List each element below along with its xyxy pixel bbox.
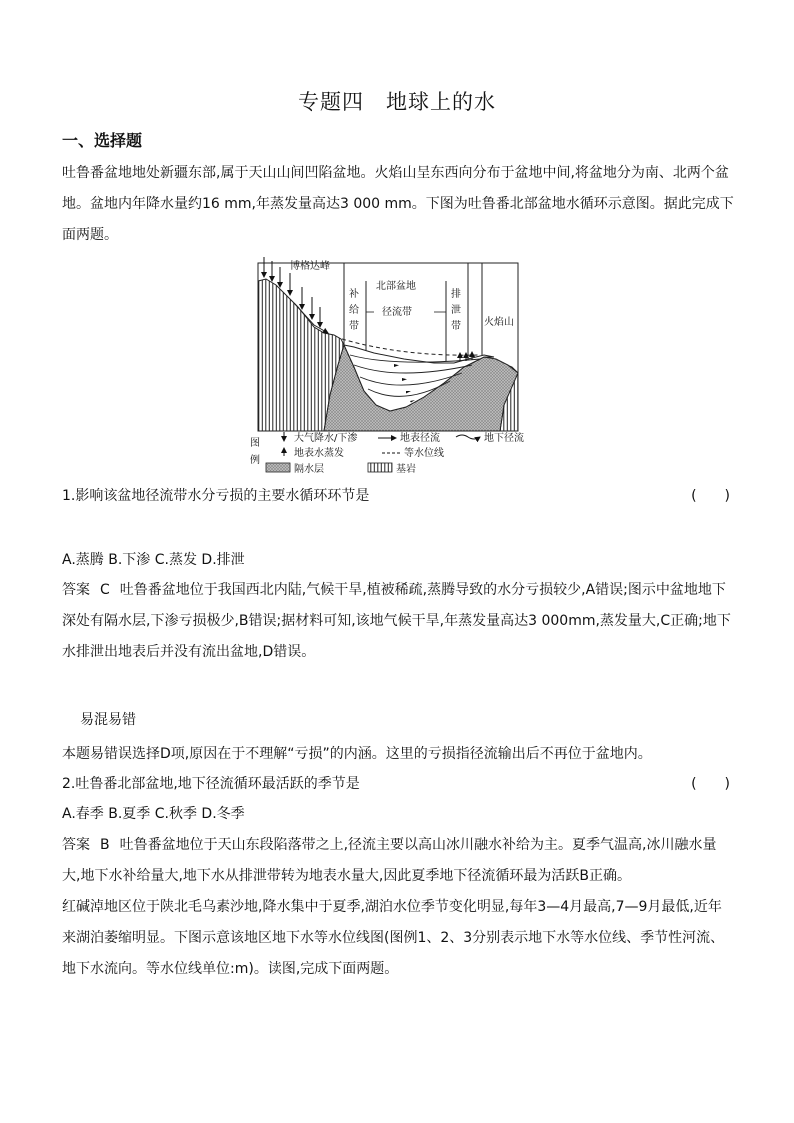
answer-blank-1: ( ) — [691, 488, 730, 504]
discharge-char-1: 排 — [451, 289, 461, 300]
answer-key-2: B — [100, 837, 110, 853]
answer-explanation-2: 吐鲁番盆地位于天山东段陷落带之上,径流主要以高山冰川融水补给为主。夏季气温高,冰川融水量大,地下水补给量大,地下水从排泄带转为地表水量大,因此夏季地下径流循环最为活跃B正确。 — [62, 837, 717, 884]
question-2-options: A.春季 B.夏季 C.秋季 D.冬季 — [62, 806, 245, 822]
legend-surface: 地表径流 — [400, 433, 440, 444]
tip-label: 易混易错 — [80, 712, 136, 728]
legend-ground: 地下径流 — [484, 433, 524, 444]
section-heading: 一、选择题 — [62, 131, 143, 150]
question-2-text: 2.吐鲁番北部盆地,地下径流循环最活跃的季节是 — [62, 776, 360, 792]
water-cycle-diagram — [244, 255, 548, 477]
discharge-char-3: 带 — [451, 321, 461, 332]
answer-explanation-1: 吐鲁番盆地位于我国西北内陆,气候干旱,植被稀疏,蒸腾导致的水分亏损较少,A错误;图示中盆地地下深处有隔水层,下渗亏损极少,B错误;据材料可知,该地气候干旱,年蒸发量高达3 000mm,蒸发量大,C正确;地下水排泄出地表后并没有流出盆地,D错误。 — [62, 582, 731, 660]
peak-label: 博格达峰 — [290, 261, 330, 272]
answer-label-1: 答案 — [62, 582, 90, 598]
legend-water-level: 等水位线 — [404, 448, 444, 459]
answer-key-1: C — [100, 582, 110, 598]
question-1-options: A.蒸腾 B.下渗 C.蒸发 D.排泄 — [62, 552, 245, 568]
tip-text: 本题易错误选择D项,原因在于不理解“亏损”的内涵。这里的亏损指径流输出后不再位于盆地内。 — [62, 746, 652, 762]
question-2-stem — [62, 770, 734, 798]
discharge-char-2: 泄 — [451, 305, 461, 316]
recharge-char-1: 补 — [349, 289, 359, 300]
page-title: 专题四 地球上的水 — [298, 90, 496, 114]
legend-evap: 地表水蒸发 — [294, 448, 344, 459]
runoff-zone-label: 径流带 — [382, 307, 412, 318]
legend-bedrock: 基岩 — [396, 464, 416, 475]
question-1-stem — [62, 482, 734, 510]
answer-blank-2: ( ) — [691, 776, 730, 792]
question-1-answer — [62, 575, 734, 668]
intro-paragraph-2: 红碱淖地区位于陕北毛乌素沙地,降水集中于夏季,湖泊水位季节变化明显,每年3—4月最高,7—9月最低,近年来湖泊萎缩明显。下图示意该地区地下水等水位线图(图例1、2、3分别表示地下水等水位线、季节性河流、地下水流向。等水位线单位:m)。读图,完成下面两题。 — [62, 899, 725, 977]
question-1-text: 1.影响该盆地径流带水分亏损的主要水循环环节是 — [62, 488, 370, 504]
intro-paragraph-1: 吐鲁番盆地地处新疆东部,属于天山山间凹陷盆地。火焰山呈东西向分布于盆地中间,将盆地分为南、北两个盆地。盆地内年降水量约16 mm,年蒸发量高达3 000 mm。下图为吐鲁番北部盆地水循环示意图。据此完成下面两题。 — [62, 165, 734, 243]
recharge-char-3: 带 — [349, 321, 359, 332]
recharge-char-2: 给 — [349, 305, 359, 316]
legend-title-1: 图 — [250, 438, 260, 449]
answer-label-2: 答案 — [62, 837, 90, 853]
legend — [250, 431, 524, 475]
question-2-answer — [62, 830, 734, 892]
legend-title-2: 例 — [250, 455, 260, 466]
mountain-label: 火焰山 — [484, 317, 514, 328]
legend-aquiclude: 隔水层 — [294, 464, 324, 475]
basin-label: 北部盆地 — [376, 281, 416, 292]
legend-precip: 大气降水/下渗 — [294, 433, 358, 444]
